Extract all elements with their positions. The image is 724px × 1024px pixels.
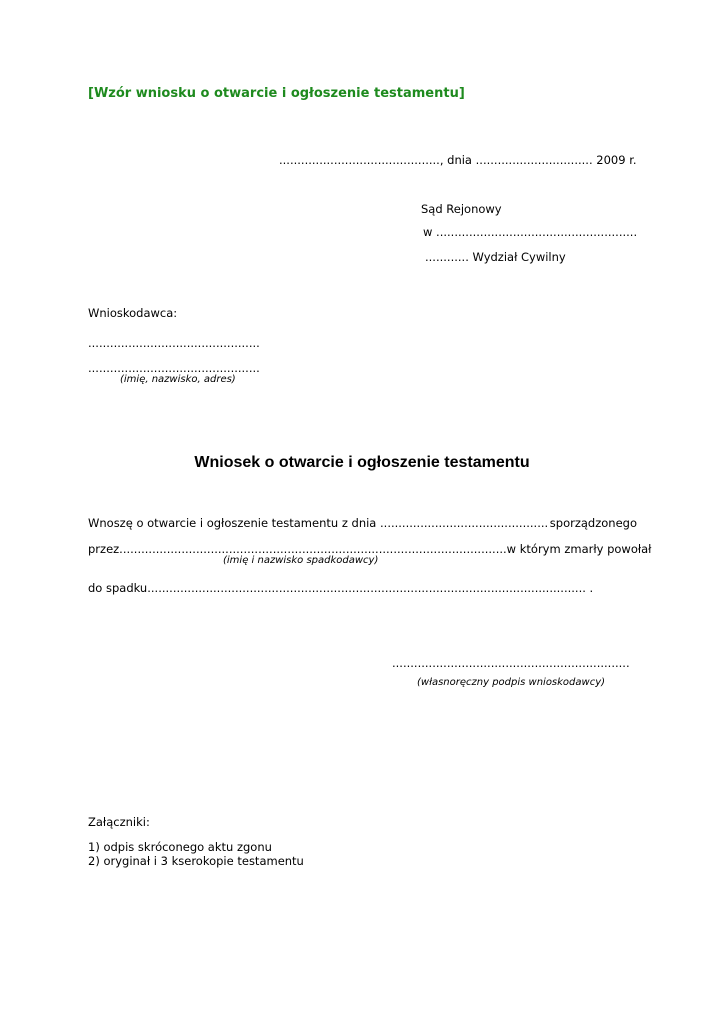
court-city-line: w ....................................................... xyxy=(423,225,638,239)
applicant-line-1: ............................................... xyxy=(88,336,260,350)
attachments-label: Załączniki: xyxy=(88,815,150,829)
date-line: ............................................, dnia ................................ 2009 r. xyxy=(279,153,637,167)
body-line-2 xyxy=(88,542,652,556)
decedent-caption: (imię i nazwisko spadkodawcy) xyxy=(223,555,379,566)
body-line-3: do spadku........................................................................................................................ . xyxy=(88,581,594,595)
applicant-label: Wnioskodawca: xyxy=(88,306,178,320)
body-line-1 xyxy=(88,516,637,530)
attachment-item-1: 1) odpis skróconego aktu zgonu xyxy=(88,840,272,854)
court-division: ............ Wydział Cywilny xyxy=(425,250,566,264)
applicant-caption: (imię, nazwisko, adres) xyxy=(120,374,236,385)
court-name: Sąd Rejonowy xyxy=(421,202,502,216)
body-line-2-left: przez.......................................................................................................... xyxy=(88,542,507,556)
body-line-1-left: Wnoszę o otwarcie i ogłoszenie testamentu z dnia .............................................. xyxy=(88,516,549,530)
signature-caption: (własnoręczny podpis wnioskodawcy) xyxy=(417,677,606,688)
applicant-line-2: ............................................... xyxy=(88,361,260,375)
template-header: [Wzór wniosku o otwarcie i ogłoszenie testamentu] xyxy=(88,86,465,101)
document-title: Wniosek o otwarcie i ogłoszenie testamentu xyxy=(194,454,530,471)
body-line-1-right: sporządzonego xyxy=(549,516,637,530)
signature-dots: ................................................................. xyxy=(392,656,630,670)
attachment-item-2: 2) oryginał i 3 kserokopie testamentu xyxy=(88,854,304,868)
body-line-2-right: w którym zmarły powołał xyxy=(506,542,652,556)
